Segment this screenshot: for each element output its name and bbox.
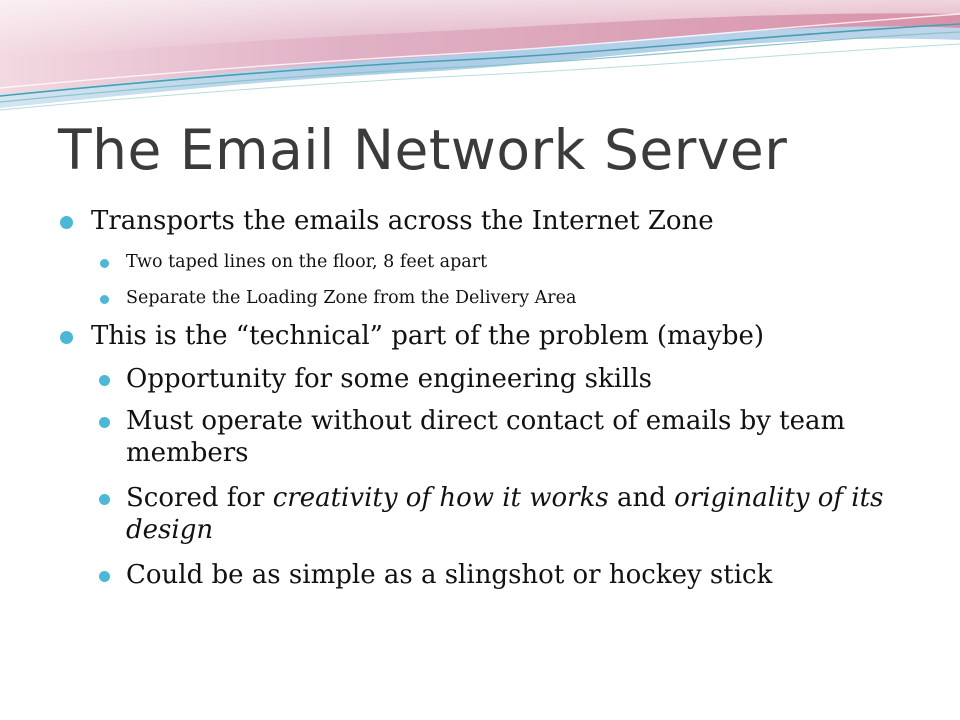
list-item — [60, 482, 920, 546]
bullet-dot-icon — [99, 375, 110, 386]
list-item — [60, 320, 920, 353]
bullet-dot-icon — [100, 295, 109, 304]
text-run: and — [608, 483, 675, 513]
bullet-text: This is the “technical” part of the problem (maybe) — [91, 321, 765, 351]
decorative-banner — [0, 0, 960, 120]
text-run: Scored for — [126, 483, 273, 513]
bullet-text: Must operate without direct contact of emails by team members — [126, 406, 846, 468]
bullet-dot-icon — [99, 571, 110, 582]
bullet-dot-icon — [60, 331, 73, 344]
list-item — [60, 363, 920, 395]
bullet-dot-icon — [100, 259, 109, 268]
list-item — [60, 250, 920, 274]
list-item — [60, 286, 920, 310]
bullet-text: Separate the Loading Zone from the Delivery Area — [126, 288, 577, 308]
bullet-text — [126, 483, 883, 545]
bullet-dot-icon — [60, 216, 73, 229]
bullet-dot-icon — [99, 494, 110, 505]
italic-text-run: creativity of how it works — [272, 483, 609, 513]
bullet-text: Two taped lines on the floor, 8 feet apart — [126, 252, 488, 272]
bullet-dot-icon — [99, 417, 110, 428]
italic-text-run: originality of its design — [126, 483, 884, 545]
list-item — [60, 205, 920, 238]
list-item — [60, 559, 920, 591]
slide-title: The Email Network Server — [58, 118, 788, 182]
list-item — [60, 405, 920, 469]
bullet-list — [60, 205, 920, 591]
bullet-text: Could be as simple as a slingshot or hockey stick — [126, 560, 773, 590]
bullet-text: Opportunity for some engineering skills — [126, 364, 653, 394]
bullet-text: Transports the emails across the Internet Zone — [91, 206, 714, 236]
